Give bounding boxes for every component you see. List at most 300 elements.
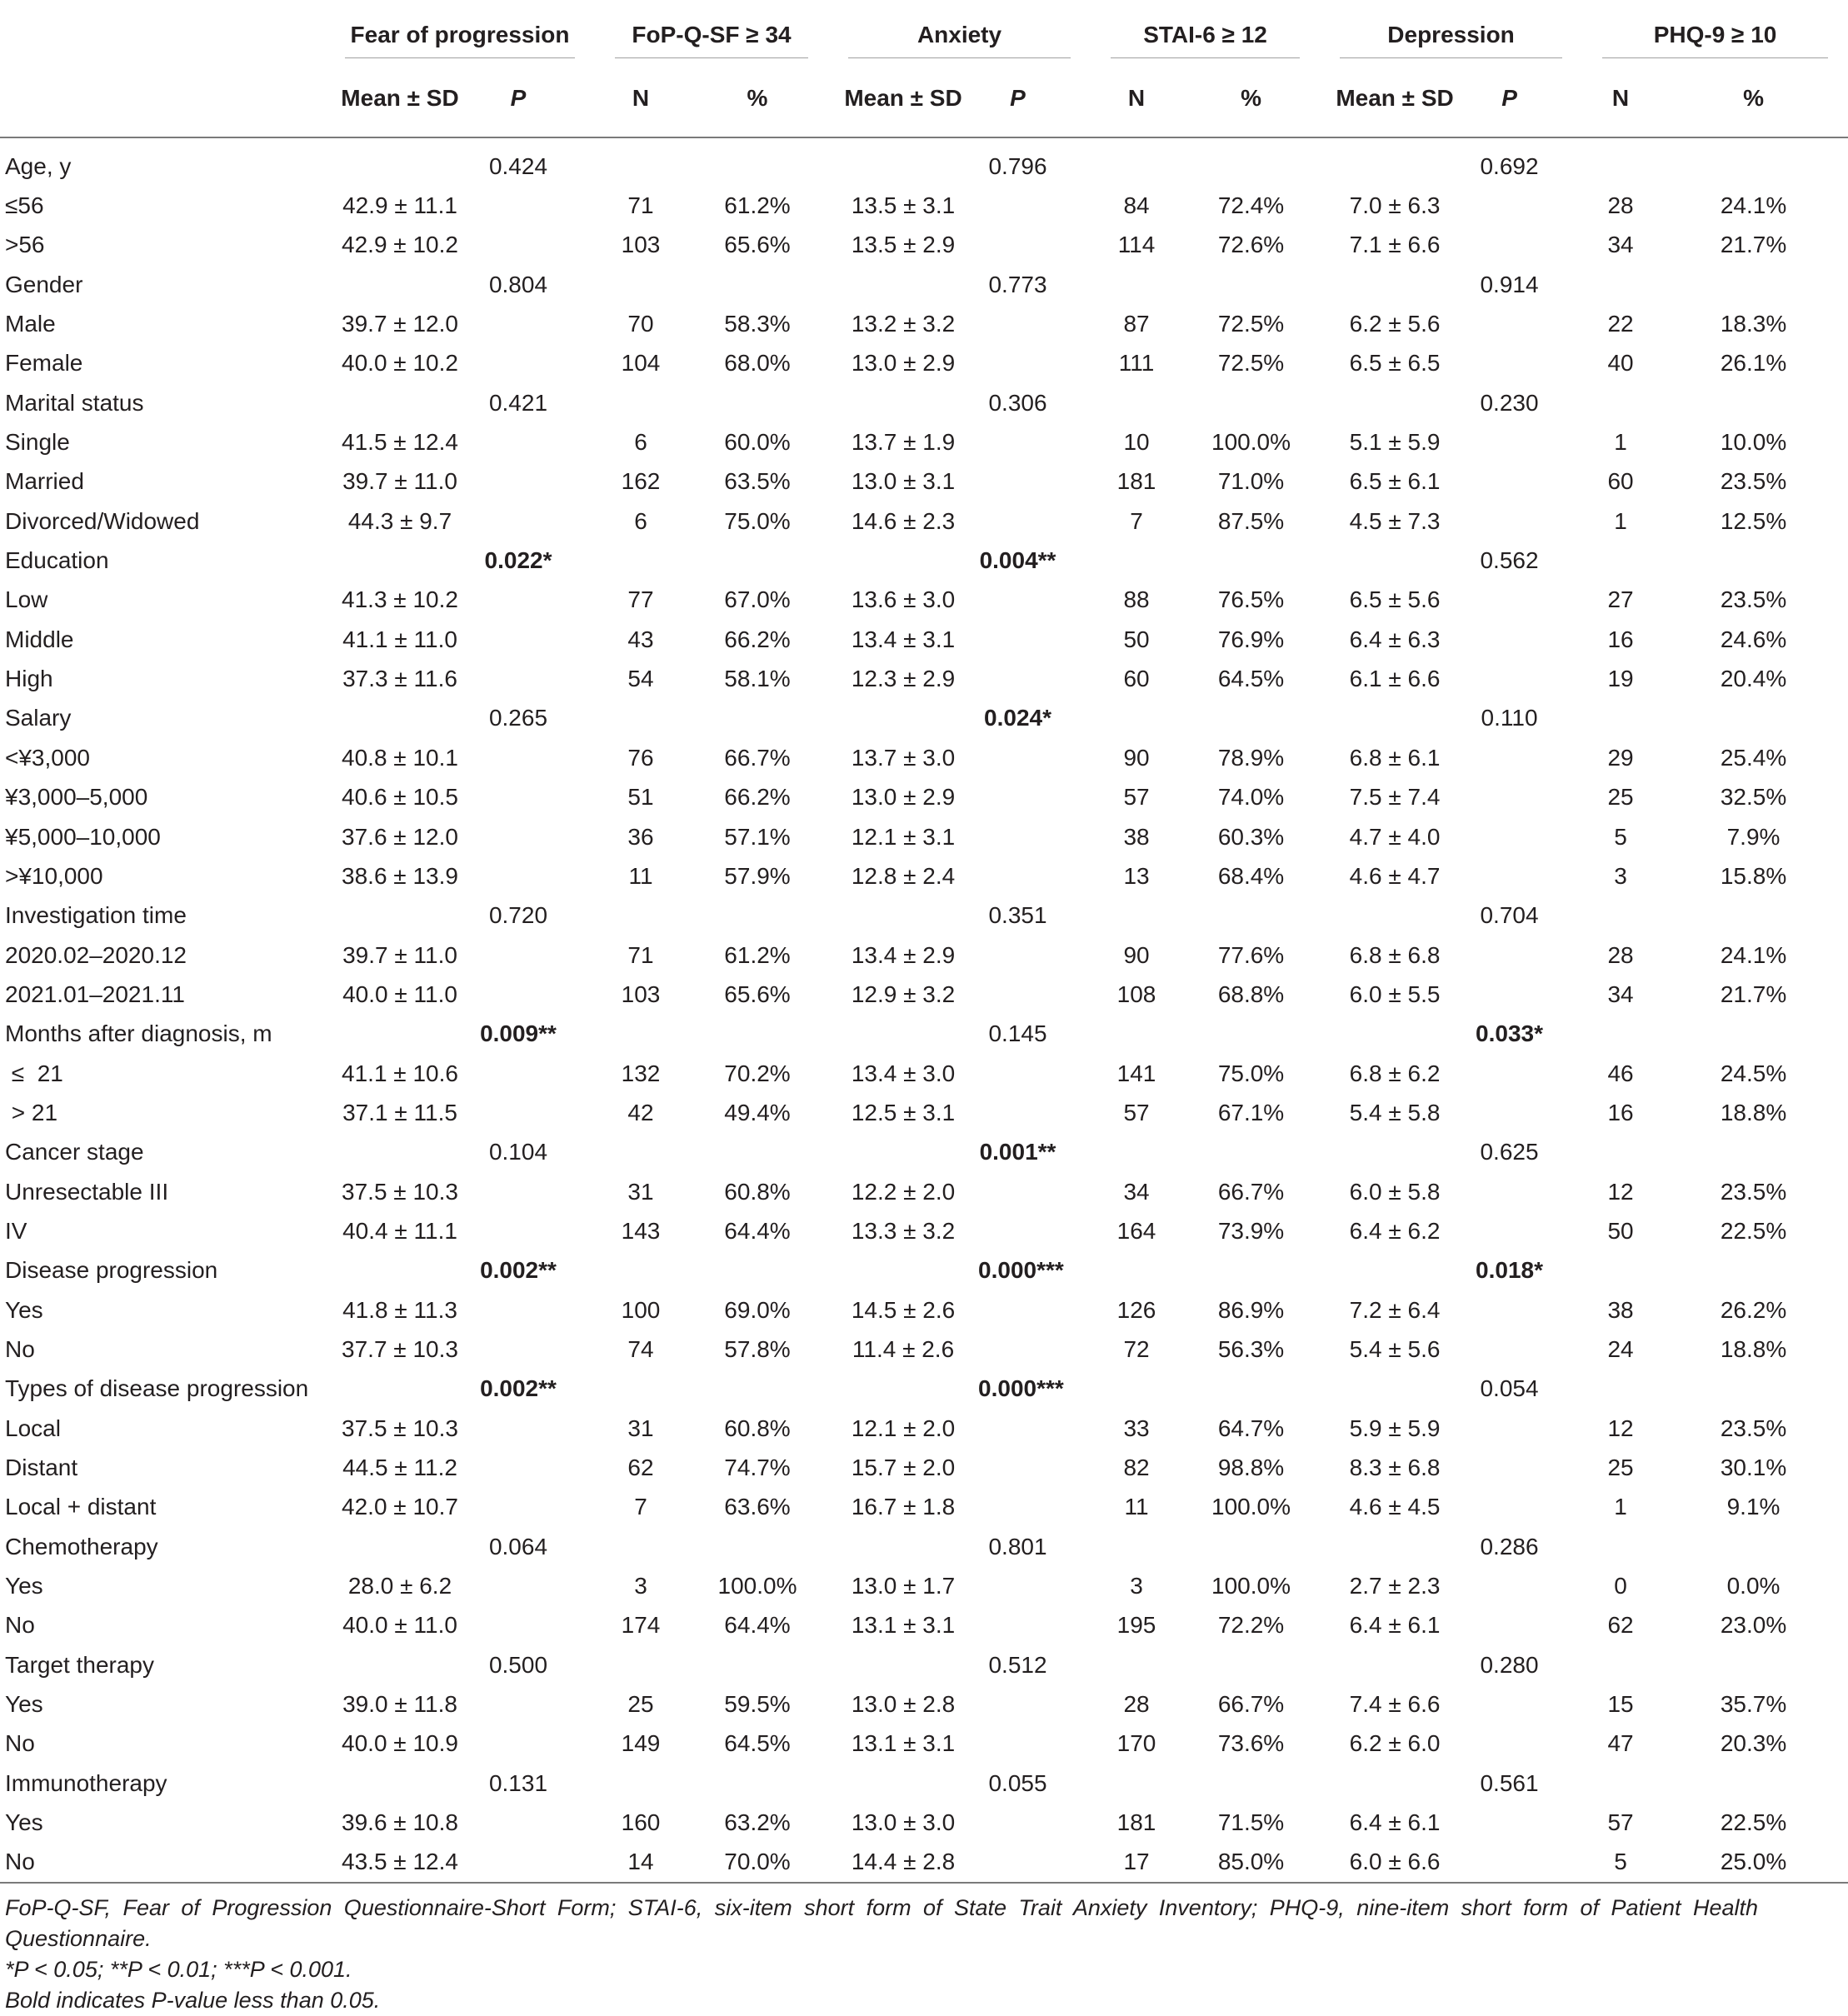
table-cell: 164 xyxy=(1116,1217,1156,1244)
table-cell: 7.9% xyxy=(1726,823,1781,850)
table-cell xyxy=(1470,1488,1582,1527)
table-cell xyxy=(325,1370,475,1409)
table-cell: 12.8 ± 2.4 xyxy=(851,862,956,889)
table-cell xyxy=(595,699,687,738)
table-cell: 6.0 ± 6.6 xyxy=(1349,1849,1441,1875)
table-cell: 5.9 ± 5.9 xyxy=(1349,1415,1441,1441)
table-cell: 74 xyxy=(627,1335,654,1362)
group-header xyxy=(595,10,828,60)
table-cell: 0.022* xyxy=(484,547,552,574)
table-cell: 0.001** xyxy=(979,1139,1056,1165)
row-label: Female xyxy=(5,350,83,377)
table-cell: 0.002** xyxy=(480,1375,557,1402)
table-cell: 62 xyxy=(627,1455,654,1481)
table-cell xyxy=(1582,541,1659,580)
table-cell: 47 xyxy=(1607,1730,1634,1757)
table-cell: 100.0% xyxy=(717,1573,797,1599)
row-label: Married xyxy=(5,468,84,495)
table-cell: 49.4% xyxy=(724,1099,791,1125)
row-label: >¥10,000 xyxy=(5,862,103,889)
table-cell: 13.5 ± 3.1 xyxy=(851,192,956,219)
table-cell: 43 xyxy=(627,626,654,652)
column-header: P xyxy=(1501,85,1517,111)
table-cell: 181 xyxy=(1116,468,1156,495)
table-cell xyxy=(1470,1093,1582,1132)
table-cell: 0.692 xyxy=(1480,152,1539,179)
table-cell: 3 xyxy=(634,1573,647,1599)
table-cell: 40.0 ± 10.9 xyxy=(342,1730,458,1757)
table-cell xyxy=(978,1448,1091,1487)
row-label: Types of disease progression xyxy=(5,1375,309,1402)
row-label: Middle xyxy=(5,626,74,652)
row-label: Cancer stage xyxy=(5,1139,144,1165)
table-cell xyxy=(1320,1133,1470,1172)
table-cell: 51 xyxy=(627,784,654,811)
table-body xyxy=(0,137,1848,1883)
table-cell: 6.2 ± 6.0 xyxy=(1349,1730,1441,1757)
table-cell: 14.4 ± 2.8 xyxy=(851,1849,956,1875)
table-cell xyxy=(978,462,1091,502)
row-label: Divorced/Widowed xyxy=(5,507,200,534)
table-row xyxy=(0,1645,1848,1684)
table-cell: 6 xyxy=(634,507,647,534)
table-cell xyxy=(595,1015,687,1054)
table-cell: 13.4 ± 3.1 xyxy=(851,626,956,652)
table-cell: 1 xyxy=(1614,1494,1627,1520)
table-cell: 71 xyxy=(627,192,654,219)
table-cell: 87.5% xyxy=(1217,507,1285,534)
table-cell xyxy=(1091,699,1182,738)
table-cell xyxy=(1320,1645,1470,1684)
table-cell: 40 xyxy=(1607,350,1634,377)
table-cell: 0.000*** xyxy=(978,1257,1064,1284)
table-cell xyxy=(475,1054,595,1093)
table-cell: 66.2% xyxy=(724,626,791,652)
table-cell: 0.306 xyxy=(988,389,1047,416)
table-cell xyxy=(687,265,828,304)
table-row xyxy=(0,1093,1848,1132)
row-label: Gender xyxy=(5,271,83,297)
table-cell: 11 xyxy=(628,862,653,889)
table-cell: 0.421 xyxy=(488,389,548,416)
table-cell: 56.3% xyxy=(1217,1335,1285,1362)
table-cell xyxy=(475,659,595,698)
table-cell xyxy=(1659,265,1848,304)
table-cell: 76 xyxy=(627,744,654,771)
table-cell: 42.9 ± 10.2 xyxy=(342,232,458,258)
table-cell: 50 xyxy=(1123,626,1150,652)
table-cell: 13.0 ± 2.8 xyxy=(851,1691,956,1718)
table-cell: 76.5% xyxy=(1217,586,1285,613)
table-cell: 0.054 xyxy=(1480,1375,1539,1402)
table-cell: 46 xyxy=(1607,1060,1634,1086)
row-label: No xyxy=(5,1335,35,1362)
table-cell: 70 xyxy=(627,311,654,337)
table-cell: 54 xyxy=(627,666,654,692)
table-cell xyxy=(1582,1645,1659,1684)
table-cell xyxy=(1182,896,1320,936)
table-cell: 75.0% xyxy=(1217,1060,1285,1086)
table-cell xyxy=(325,1251,475,1290)
table-cell: 0.000*** xyxy=(978,1375,1064,1402)
results-table xyxy=(0,10,1848,1884)
table-cell: 66.7% xyxy=(1217,1691,1285,1718)
table-cell: 13.0 ± 3.1 xyxy=(851,468,956,495)
table-cell xyxy=(475,856,595,896)
table-cell: 0.131 xyxy=(488,1769,548,1796)
table-cell: 57.1% xyxy=(724,823,791,850)
table-cell xyxy=(475,1566,595,1605)
table-cell xyxy=(1320,896,1470,936)
table-cell xyxy=(978,778,1091,817)
table-cell: 66.7% xyxy=(724,744,791,771)
table-cell xyxy=(687,1370,828,1409)
table-cell: 63.6% xyxy=(724,1494,791,1520)
table-cell: 132 xyxy=(621,1060,661,1086)
table-cell: 28 xyxy=(1607,941,1634,968)
table-cell xyxy=(1470,1330,1582,1369)
table-row xyxy=(0,1764,1848,1803)
table-cell: 66.7% xyxy=(1217,1178,1285,1205)
table-cell xyxy=(828,147,978,186)
table-cell xyxy=(325,1764,475,1803)
table-cell: 88 xyxy=(1123,586,1150,613)
table-cell xyxy=(1470,1448,1582,1487)
table-cell: 0.561 xyxy=(1480,1769,1539,1796)
table-cell xyxy=(475,1803,595,1842)
table-row xyxy=(0,896,1848,936)
table-cell: 75.0% xyxy=(724,507,791,534)
column-header: % xyxy=(747,85,768,111)
table-row xyxy=(0,1054,1848,1093)
table-row xyxy=(0,659,1848,698)
table-cell xyxy=(978,659,1091,698)
table-cell: 25 xyxy=(1607,784,1634,811)
table-cell: 65.6% xyxy=(724,232,791,258)
table-cell: 6.8 ± 6.8 xyxy=(1349,941,1441,968)
table-cell xyxy=(1470,936,1582,975)
table-cell: 0.104 xyxy=(488,1139,548,1165)
table-row xyxy=(0,817,1848,856)
table-cell: 141 xyxy=(1116,1060,1156,1086)
table-cell xyxy=(978,856,1091,896)
row-label: Single xyxy=(5,429,70,456)
table-cell: 87 xyxy=(1123,311,1150,337)
table-cell: 12.3 ± 2.9 xyxy=(851,666,956,692)
table-cell: 24.1% xyxy=(1720,192,1787,219)
group-header-label: Anxiety xyxy=(917,22,1002,47)
table-cell xyxy=(828,265,978,304)
table-cell: 39.0 ± 11.8 xyxy=(342,1691,457,1718)
table-cell xyxy=(1659,896,1848,936)
table-row xyxy=(0,344,1848,383)
table-cell: 20.3% xyxy=(1720,1730,1787,1757)
table-cell: 0.024* xyxy=(984,705,1051,731)
table-cell: 68.0% xyxy=(724,350,791,377)
table-cell: 4.6 ± 4.7 xyxy=(1349,862,1441,889)
table-cell: 5.4 ± 5.6 xyxy=(1349,1335,1441,1362)
table-cell: 0.145 xyxy=(988,1020,1047,1047)
table-row xyxy=(0,1290,1848,1330)
table-cell xyxy=(595,1133,687,1172)
table-cell: 0.351 xyxy=(988,902,1047,929)
table-cell: 195 xyxy=(1116,1612,1156,1639)
table-cell: 70.0% xyxy=(724,1849,791,1875)
table-cell: 14.6 ± 2.3 xyxy=(851,507,956,534)
group-header-label: Fear of progression xyxy=(350,22,570,47)
table-cell xyxy=(1320,541,1470,580)
table-cell: 25 xyxy=(1607,1455,1634,1481)
table-cell: 100.0% xyxy=(1211,429,1291,456)
table-row xyxy=(0,1448,1848,1487)
table-cell xyxy=(595,1645,687,1684)
table-cell xyxy=(475,226,595,265)
table-cell: 78.9% xyxy=(1217,744,1285,771)
table-cell: 16 xyxy=(1607,1099,1634,1125)
table-cell: 0.064 xyxy=(488,1533,548,1559)
group-header xyxy=(1582,10,1848,60)
table-cell: 38 xyxy=(1123,823,1150,850)
table-cell: 64.7% xyxy=(1217,1415,1285,1441)
table-cell: 72.5% xyxy=(1217,311,1285,337)
table-cell xyxy=(595,383,687,422)
table-cell: 100 xyxy=(621,1296,661,1323)
table-cell xyxy=(1470,304,1582,343)
table-cell xyxy=(828,699,978,738)
table-cell: 0.512 xyxy=(988,1651,1047,1678)
table-cell xyxy=(1091,1251,1182,1290)
table-cell: 8.3 ± 6.8 xyxy=(1349,1455,1441,1481)
table-cell: 23.5% xyxy=(1720,1415,1787,1441)
table-cell: 90 xyxy=(1123,941,1150,968)
row-label: Chemotherapy xyxy=(5,1533,158,1559)
table-cell: 13.0 ± 2.9 xyxy=(851,784,956,811)
table-cell xyxy=(687,1133,828,1172)
table-row xyxy=(0,1015,1848,1054)
row-label: Yes xyxy=(5,1809,43,1836)
table-cell: 40.8 ± 10.1 xyxy=(342,744,458,771)
table-cell: 12 xyxy=(1607,1178,1634,1205)
table-cell: 6.4 ± 6.3 xyxy=(1349,626,1441,652)
table-cell xyxy=(687,1527,828,1566)
table-cell xyxy=(978,1488,1091,1527)
row-label: Low xyxy=(5,586,48,613)
group-header xyxy=(1091,10,1320,60)
table-cell: 10.0% xyxy=(1720,429,1787,456)
table-cell xyxy=(1320,147,1470,186)
table-cell xyxy=(978,817,1091,856)
table-cell: 2.7 ± 2.3 xyxy=(1349,1573,1441,1599)
table-row xyxy=(0,226,1848,265)
table-cell: 0.914 xyxy=(1480,271,1539,297)
table-cell: 29 xyxy=(1607,744,1634,771)
table-cell xyxy=(978,1211,1091,1250)
table-cell xyxy=(1320,699,1470,738)
table-cell: 71.5% xyxy=(1217,1809,1285,1836)
table-cell xyxy=(1182,1015,1320,1054)
row-label: High xyxy=(5,666,53,692)
table-cell xyxy=(595,1527,687,1566)
table-cell: 13.3 ± 3.2 xyxy=(851,1217,956,1244)
table-row xyxy=(0,699,1848,738)
table-cell xyxy=(1470,1290,1582,1330)
table-cell: 24.6% xyxy=(1720,626,1787,652)
row-label: Investigation time xyxy=(5,902,187,929)
table-row xyxy=(0,1606,1848,1645)
table-cell: 39.7 ± 12.0 xyxy=(342,311,458,337)
table-cell xyxy=(475,1290,595,1330)
table-cell: 12.1 ± 2.0 xyxy=(851,1415,956,1441)
table-cell: 37.5 ± 10.3 xyxy=(342,1178,458,1205)
table-cell xyxy=(1470,778,1582,817)
group-header xyxy=(325,10,595,60)
table-cell xyxy=(1182,1251,1320,1290)
table-row xyxy=(0,738,1848,777)
table-cell: 3 xyxy=(1130,1573,1143,1599)
table-cell xyxy=(595,1764,687,1803)
table-cell: 7 xyxy=(1130,507,1143,534)
table-cell xyxy=(595,1251,687,1290)
table-cell: 0.424 xyxy=(488,152,548,179)
table-cell: 0.796 xyxy=(988,152,1047,179)
table-cell xyxy=(1091,1527,1182,1566)
table-cell xyxy=(687,1764,828,1803)
row-label: No xyxy=(5,1849,35,1875)
table-cell: 103 xyxy=(621,981,661,1007)
table-cell: 37.6 ± 12.0 xyxy=(342,823,458,850)
table-cell: 77.6% xyxy=(1217,941,1285,968)
table-cell: 25 xyxy=(627,1691,654,1718)
table-cell xyxy=(475,1488,595,1527)
table-cell xyxy=(475,502,595,541)
table-cell xyxy=(1470,581,1582,620)
table-row xyxy=(0,1330,1848,1369)
table-cell xyxy=(1182,1370,1320,1409)
table-cell: 24 xyxy=(1607,1335,1634,1362)
table-cell: 0.704 xyxy=(1480,902,1539,929)
table-row xyxy=(0,1527,1848,1566)
table-cell: 5.1 ± 5.9 xyxy=(1349,429,1441,456)
table-cell xyxy=(595,147,687,186)
table-row xyxy=(0,1488,1848,1527)
table-cell: 25.4% xyxy=(1720,744,1787,771)
table-cell: 114 xyxy=(1117,232,1156,258)
table-cell xyxy=(687,1645,828,1684)
table-cell: 43.5 ± 12.4 xyxy=(342,1849,458,1875)
table-cell: 15.7 ± 2.0 xyxy=(851,1455,956,1481)
row-label: <¥3,000 xyxy=(5,744,90,771)
table-cell xyxy=(1182,265,1320,304)
table-cell: 39.6 ± 10.8 xyxy=(342,1809,458,1836)
table-cell: 6 xyxy=(634,429,647,456)
spacer-row xyxy=(0,137,1848,147)
row-label: ≤ 21 xyxy=(5,1060,63,1086)
table-cell xyxy=(828,1764,978,1803)
table-cell: 18.3% xyxy=(1720,311,1787,337)
row-label: Local xyxy=(5,1415,61,1441)
table-cell: 6.8 ± 6.1 xyxy=(1349,744,1441,771)
table-cell: 174 xyxy=(621,1612,661,1639)
table-cell xyxy=(1470,502,1582,541)
group-header-label: STAI-6 ≥ 12 xyxy=(1143,22,1267,47)
table-cell xyxy=(978,1172,1091,1211)
table-cell xyxy=(325,147,475,186)
table-cell xyxy=(325,1527,475,1566)
table-cell xyxy=(325,265,475,304)
table-cell xyxy=(687,541,828,580)
table-cell xyxy=(1582,1370,1659,1409)
row-label: Age, y xyxy=(5,152,72,179)
table-cell xyxy=(978,1409,1091,1448)
row-label: Marital status xyxy=(5,389,144,416)
table-cell xyxy=(595,1370,687,1409)
row-label: Immunotherapy xyxy=(5,1769,167,1796)
table-cell: 57.8% xyxy=(724,1335,791,1362)
table-cell: 0.018* xyxy=(1476,1257,1544,1284)
table-cell: 7.5 ± 7.4 xyxy=(1349,784,1441,811)
row-label: ¥3,000–5,000 xyxy=(5,784,148,811)
table-cell xyxy=(1470,1172,1582,1211)
table-cell xyxy=(595,541,687,580)
table-cell: 170 xyxy=(1116,1730,1156,1757)
table-cell xyxy=(828,541,978,580)
table-cell: 69.0% xyxy=(724,1296,791,1323)
table-cell xyxy=(1470,1211,1582,1250)
table-cell xyxy=(1320,1015,1470,1054)
table-cell xyxy=(978,1566,1091,1605)
table-cell: 15.8% xyxy=(1720,862,1787,889)
table-cell: 0 xyxy=(1614,1573,1627,1599)
row-label: Target therapy xyxy=(5,1651,154,1678)
table-cell xyxy=(475,1093,595,1132)
table-cell: 85.0% xyxy=(1217,1849,1285,1875)
table-cell: 16.7 ± 1.8 xyxy=(851,1494,956,1520)
table-cell xyxy=(1470,1606,1582,1645)
table-cell: 61.2% xyxy=(724,192,791,219)
table-cell: 24.1% xyxy=(1720,941,1787,968)
table-cell xyxy=(1182,147,1320,186)
table-row xyxy=(0,1409,1848,1448)
table-cell: 38 xyxy=(1607,1296,1634,1323)
table-cell: 111 xyxy=(1118,350,1155,377)
table-row xyxy=(0,383,1848,422)
table-cell: 21.7% xyxy=(1720,232,1787,258)
table-cell: 44.3 ± 9.7 xyxy=(347,507,452,534)
table-cell xyxy=(475,1684,595,1724)
table-cell: 13.4 ± 2.9 xyxy=(851,941,956,968)
table-cell: 76.9% xyxy=(1217,626,1285,652)
row-label: Male xyxy=(5,311,56,337)
table-cell xyxy=(687,1015,828,1054)
table-cell xyxy=(1470,186,1582,225)
table-cell: 0.804 xyxy=(488,271,548,297)
table-cell: 7 xyxy=(634,1494,647,1520)
table-row xyxy=(0,1724,1848,1764)
table-cell: 126 xyxy=(1116,1296,1156,1323)
table-cell xyxy=(1470,1054,1582,1093)
table-cell xyxy=(1470,1843,1582,1883)
table-cell: 0.500 xyxy=(488,1651,548,1678)
table-cell: 72.5% xyxy=(1217,350,1285,377)
group-header-label: FoP-Q-SF ≥ 34 xyxy=(632,22,792,47)
table-cell xyxy=(978,1724,1091,1764)
table-cell xyxy=(1182,1133,1320,1172)
table-cell: 61.2% xyxy=(724,941,791,968)
table-cell xyxy=(687,699,828,738)
table-cell: 60 xyxy=(1123,666,1150,692)
table-cell xyxy=(1470,1803,1582,1842)
table-cell: 0.033* xyxy=(1476,1020,1544,1047)
